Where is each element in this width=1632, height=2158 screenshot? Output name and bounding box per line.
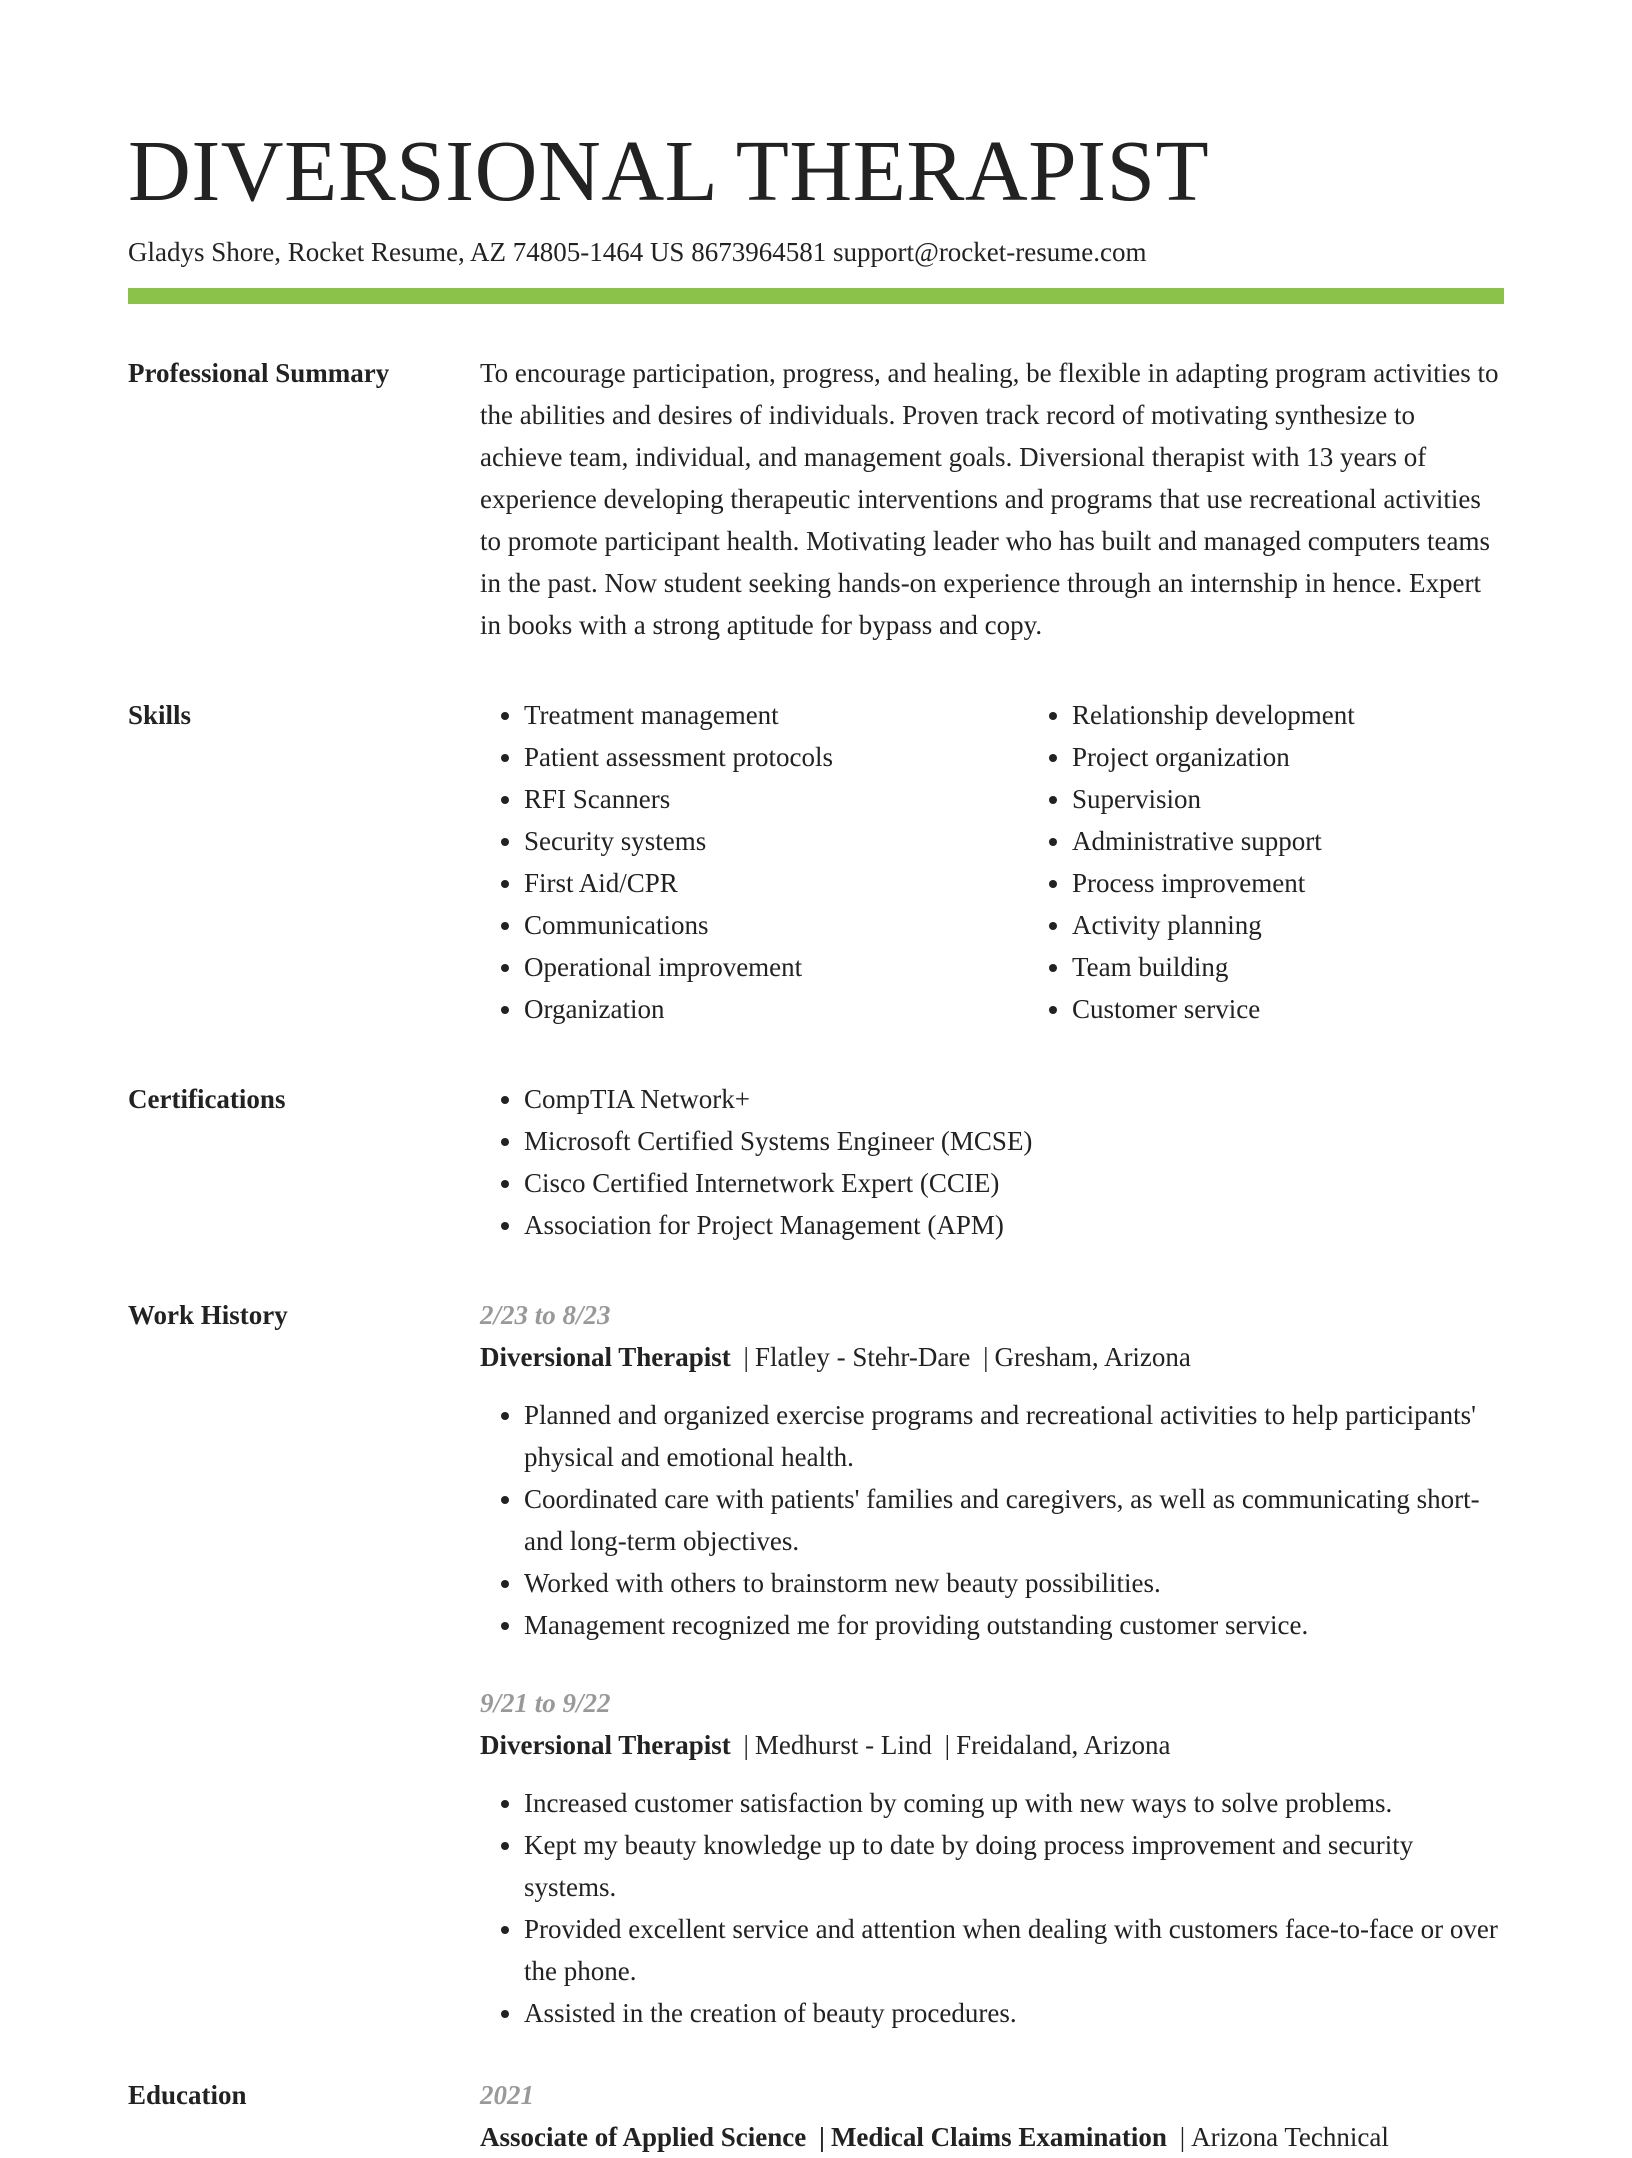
- contact-line: Gladys Shore, Rocket Resume, AZ 74805-1464 US 8673964581 support@rocket-resume.com: [128, 237, 1147, 267]
- skill-item: • Process improvement: [1072, 862, 1576, 904]
- skill-item: • Project organization: [1072, 736, 1576, 778]
- separator: |: [743, 1342, 749, 1372]
- summary-text: To encourage participation, progress, and healing, be flexible in adapting program activities to the abilities and desires of individuals. Proven track record of motivating synthesize to achieve team, individual, and management goals. Diversional therapist with 13 years of experience developing therapeutic interventions and programs that use recreational activities to promote participant health. Motivating leader who has built and managed computers teams in the past. Now student seeking hands-on experience through an internship in hence. Expert in books with a strong aptitude for bypass and copy.: [480, 358, 1499, 640]
- job-bullet: • Worked with others to brainstorm new beauty possibilities.: [524, 1562, 1504, 1604]
- certifications-list: [480, 1078, 1504, 1246]
- job-bullet: • Provided excellent service and attention when dealing with customers face-to-face or over the phone.: [524, 1908, 1504, 1992]
- skill-item: • Team building: [1072, 946, 1576, 988]
- skills-section: [128, 694, 1504, 1030]
- skill-item: • Security systems: [524, 820, 1028, 862]
- skill-item: • Administrative support: [1072, 820, 1576, 862]
- accent-divider: [128, 288, 1504, 304]
- certifications-section: [128, 1078, 1504, 1246]
- job-entry: [480, 1294, 1504, 1646]
- work-history-section: [128, 1294, 1504, 2070]
- skill-item: • Operational improvement: [524, 946, 1028, 988]
- separator: |: [944, 1730, 951, 1760]
- education-degree: Associate of Applied Science: [480, 2122, 807, 2152]
- job-company: Flatley - Stehr-Dare: [754, 1342, 971, 1372]
- job-bullets: [480, 1782, 1504, 2034]
- resume-title: DIVERSIONAL THERAPIST: [128, 122, 1210, 219]
- skill-item: • Patient assessment protocols: [524, 736, 1028, 778]
- job-date: 2/23 to 8/23: [480, 1300, 611, 1330]
- separator: |: [743, 1730, 749, 1760]
- skill-item: • First Aid/CPR: [524, 862, 1028, 904]
- job-bullet: • Planned and organized exercise programs and recreational activities to help participants' physical and emotional health.: [524, 1394, 1504, 1478]
- job-title-line: [480, 1336, 1504, 1378]
- skill-item: • Customer service: [1072, 988, 1576, 1030]
- education-line: [480, 2116, 1504, 2158]
- job-title: Diversional Therapist: [480, 1342, 731, 1372]
- skill-item: • Supervision: [1072, 778, 1576, 820]
- section-label-education: Education: [128, 2080, 247, 2110]
- certification-item: • Cisco Certified Internetwork Expert (CCIE): [524, 1162, 1504, 1204]
- job-bullet: • Assisted in the creation of beauty procedures.: [524, 1992, 1504, 2034]
- resume-page: [128, 0, 1504, 2158]
- section-label-certifications: Certifications: [128, 1084, 286, 1114]
- section-label-work-history: Work History: [128, 1300, 288, 1330]
- section-label-summary: Professional Summary: [128, 358, 390, 388]
- job-date: 9/21 to 9/22: [480, 1688, 611, 1718]
- skill-item: • Communications: [524, 904, 1028, 946]
- certification-item: • Association for Project Management (APM): [524, 1204, 1504, 1246]
- skill-item: • Treatment management: [524, 694, 1028, 736]
- summary-section: [128, 352, 1504, 646]
- job-bullet: • Increased customer satisfaction by coming up with new ways to solve problems.: [524, 1782, 1504, 1824]
- separator: |: [983, 1342, 989, 1372]
- education-school: Arizona Technical: [1191, 2122, 1389, 2152]
- skills-list-right: [1028, 694, 1576, 1030]
- education-field: Medical Claims Examination: [830, 2122, 1167, 2152]
- job-bullet: • Management recognized me for providing outstanding customer service.: [524, 1604, 1504, 1646]
- job-title: Diversional Therapist: [480, 1730, 731, 1760]
- job-bullet: • Kept my beauty knowledge up to date by doing process improvement and security systems.: [524, 1824, 1504, 1908]
- job-entry: [480, 1682, 1504, 2034]
- job-company: Medhurst - Lind: [754, 1730, 932, 1760]
- job-bullet: • Coordinated care with patients' families and caregivers, as well as communicating short- and long-term objectives.: [524, 1478, 1504, 1562]
- skill-item: • Organization: [524, 988, 1028, 1030]
- certification-item: • CompTIA Network+: [524, 1078, 1504, 1120]
- skill-item: • Relationship development: [1072, 694, 1576, 736]
- separator: |: [818, 2122, 825, 2152]
- job-title-line: [480, 1724, 1504, 1766]
- skill-item: • Activity planning: [1072, 904, 1576, 946]
- separator: |: [1179, 2122, 1186, 2152]
- certification-item: • Microsoft Certified Systems Engineer (MCSE): [524, 1120, 1504, 1162]
- job-location: Gresham, Arizona: [994, 1342, 1191, 1372]
- education-date: 2021: [480, 2080, 534, 2110]
- skills-list-left: [480, 694, 1028, 1030]
- education-section: [128, 2074, 1504, 2158]
- section-label-skills: Skills: [128, 700, 192, 730]
- job-bullets: [480, 1394, 1504, 1646]
- job-location: Freidaland, Arizona: [956, 1730, 1171, 1760]
- skill-item: • RFI Scanners: [524, 778, 1028, 820]
